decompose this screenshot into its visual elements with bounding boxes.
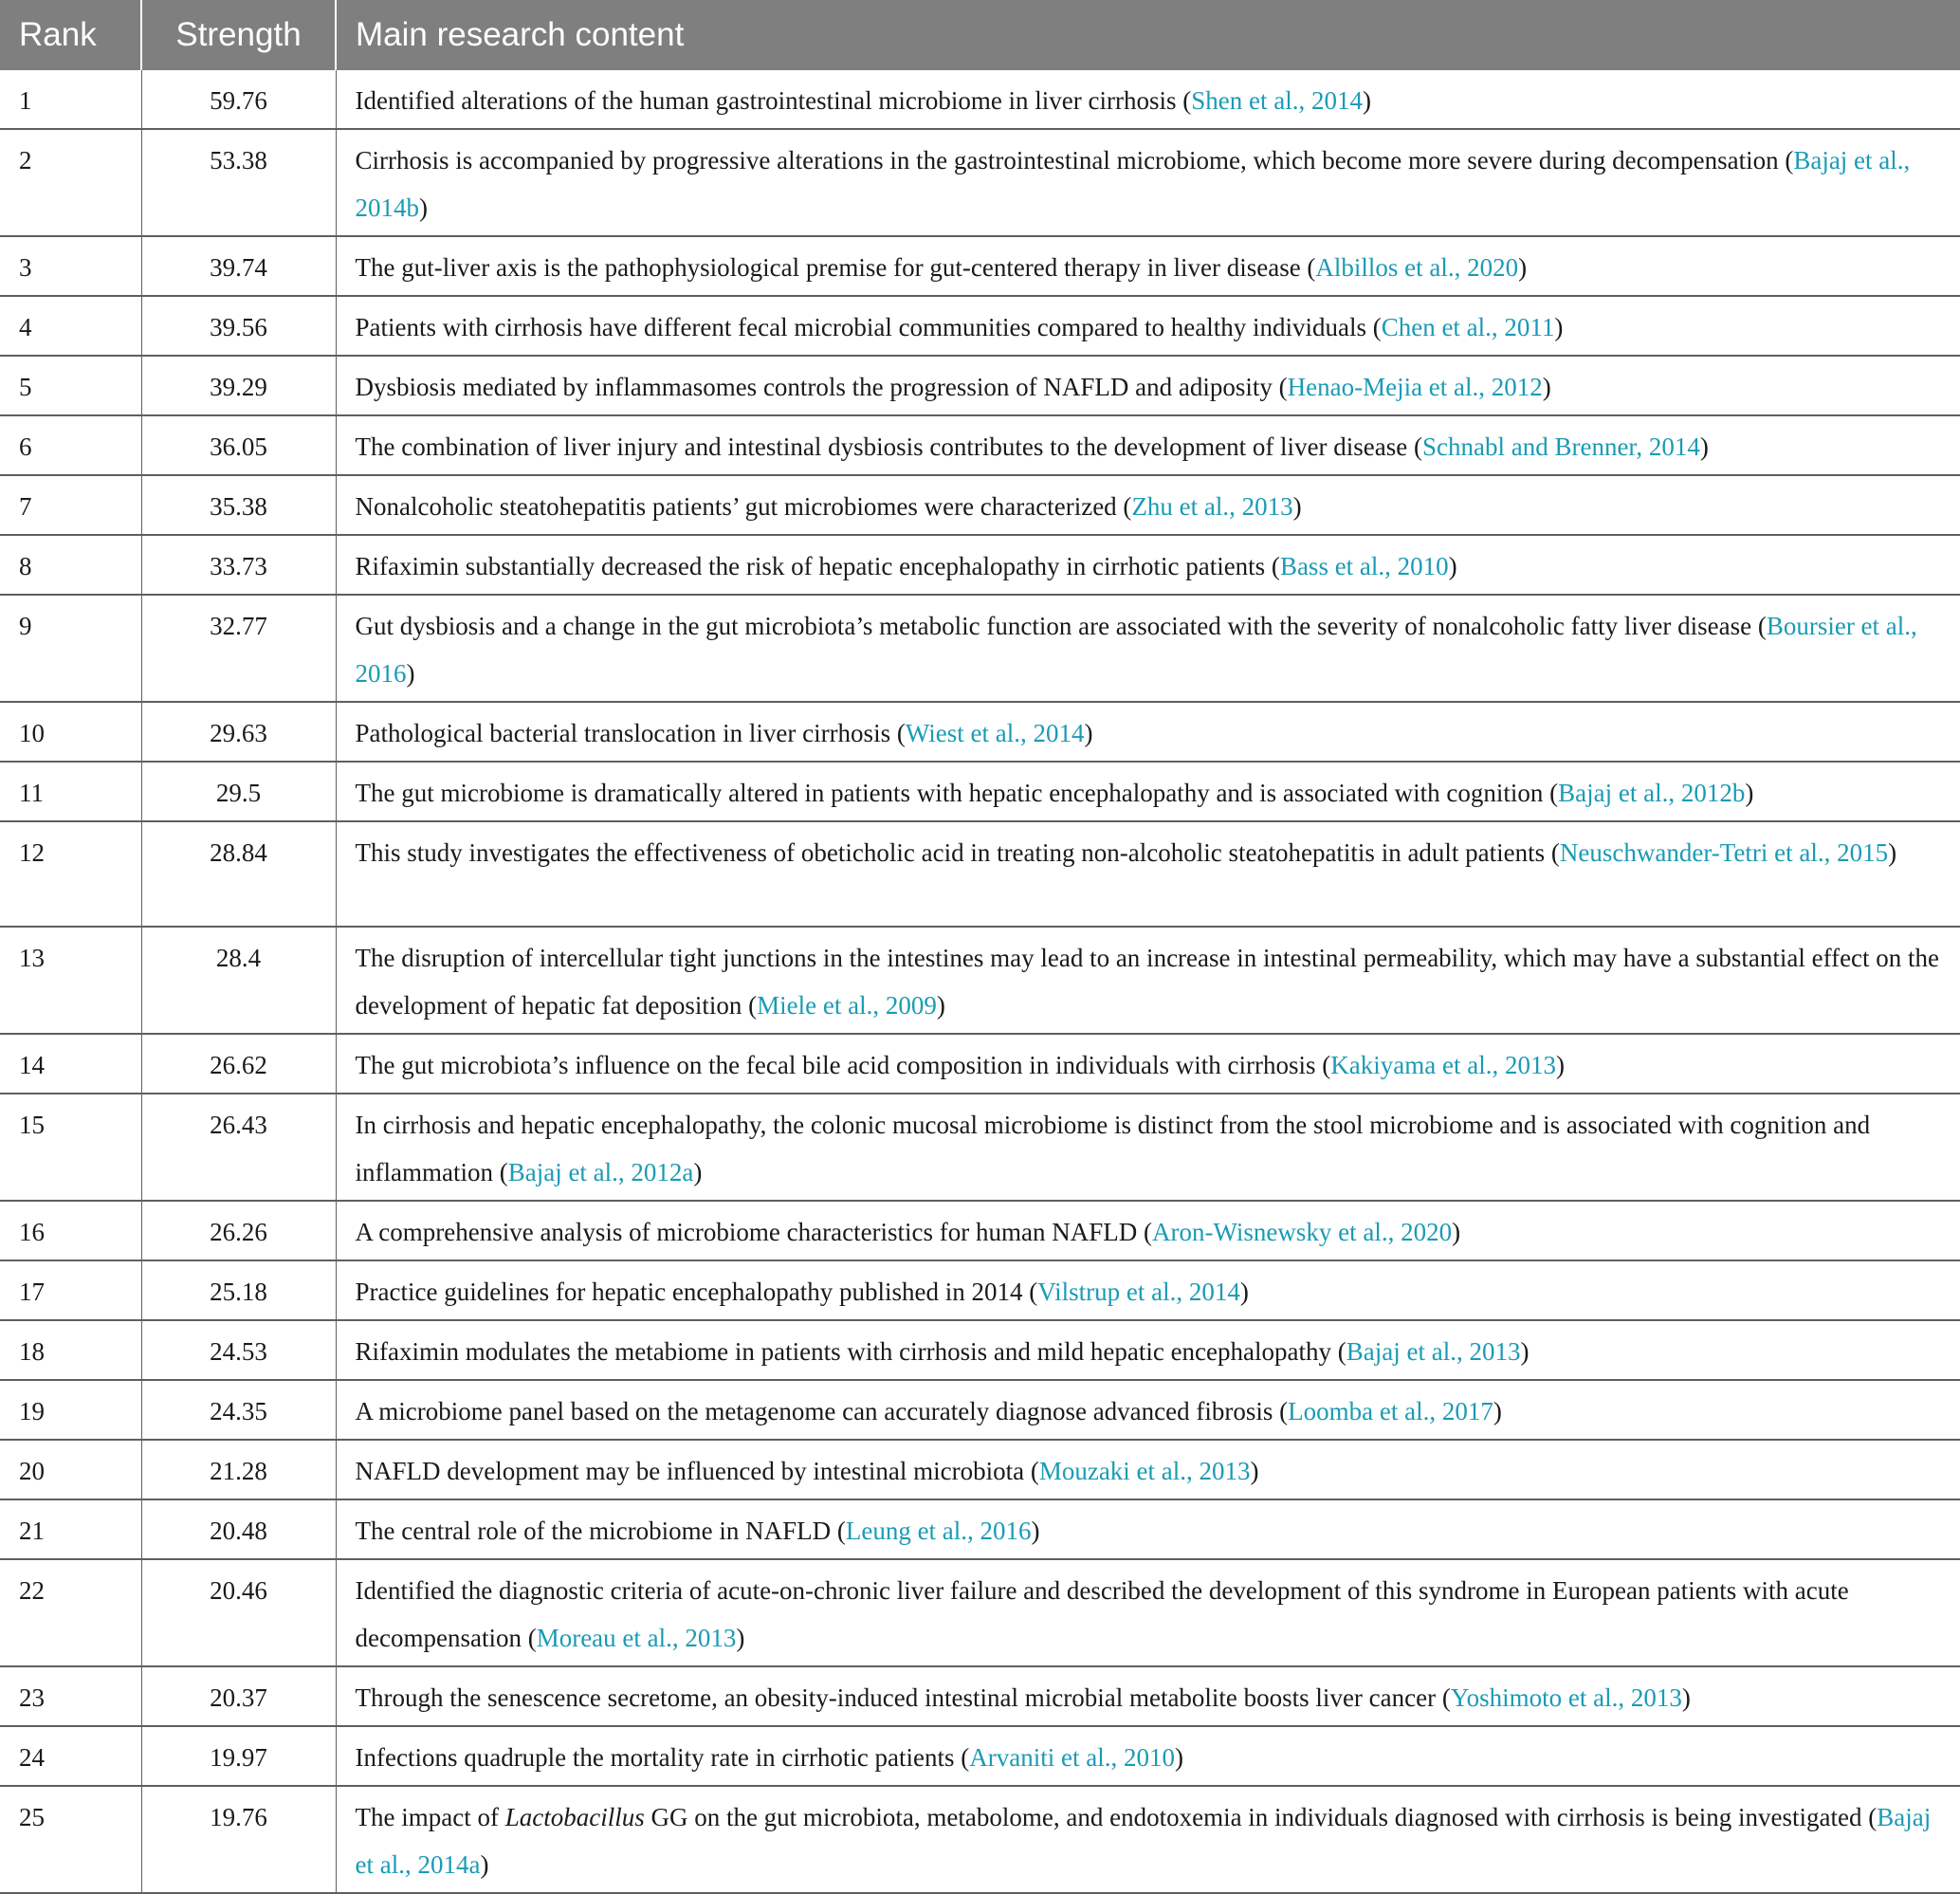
citation-link[interactable]: Boursier et al., 2016 xyxy=(355,612,1917,688)
content-tail: ) xyxy=(1239,1278,1249,1306)
content-text: Practice guidelines for hepatic encephalopathy published in 2014 ( xyxy=(355,1278,1038,1306)
citation-link[interactable]: Vilstrup et al., 2014 xyxy=(1037,1278,1240,1306)
content-cell xyxy=(336,236,1960,296)
table-row xyxy=(0,1034,1960,1094)
table-row xyxy=(0,1201,1960,1260)
strength-cell: 26.62 xyxy=(141,1034,336,1094)
rank-cell: 18 xyxy=(0,1320,141,1380)
rank-cell: 19 xyxy=(0,1380,141,1440)
content-tail: ) xyxy=(1452,1218,1461,1246)
content-text: The disruption of intercellular tight junctions in the intestines may lead to an increase in intestinal permeability, which may have a substantial effect on the development of hepatic fat deposition ( xyxy=(355,944,1940,1020)
table-row xyxy=(0,1094,1960,1201)
content-text: The gut-liver axis is the pathophysiological premise for gut-centered therapy in liver disease ( xyxy=(355,253,1316,282)
citation-link[interactable]: Bajaj et al., 2014b xyxy=(355,146,1911,222)
content-text: Through the senescence secretome, an obesity-induced intestinal microbial metabolite boosts liver cancer ( xyxy=(355,1683,1451,1712)
citation-link[interactable]: Bass et al., 2010 xyxy=(1279,552,1449,580)
content-text: Nonalcoholic steatohepatitis patients’ gut microbiomes were characterized ( xyxy=(355,492,1132,521)
content-cell xyxy=(336,475,1960,535)
content-cell xyxy=(336,1320,1960,1380)
table-row xyxy=(0,236,1960,296)
content-cell xyxy=(336,296,1960,356)
rank-cell: 5 xyxy=(0,356,141,415)
citation-link[interactable]: Albillos et al., 2020 xyxy=(1315,253,1519,282)
content-cell xyxy=(336,1440,1960,1499)
rank-cell: 1 xyxy=(0,70,141,129)
content-text: Gut dysbiosis and a change in the gut microbiota’s metabolic function are associated with the severity of nonalcoholic fatty liver disease ( xyxy=(355,612,1767,640)
table-row xyxy=(0,821,1960,927)
content-tail: ) xyxy=(419,193,428,222)
rank-cell: 17 xyxy=(0,1260,141,1320)
strength-cell: 20.37 xyxy=(141,1666,336,1726)
strength-cell: 59.76 xyxy=(141,70,336,129)
content-cell xyxy=(336,415,1960,475)
table-row xyxy=(0,702,1960,762)
content-cell xyxy=(336,1499,1960,1559)
citation-link[interactable]: Bajaj et al., 2012a xyxy=(507,1158,694,1186)
rank-cell: 14 xyxy=(0,1034,141,1094)
table-row xyxy=(0,1380,1960,1440)
strength-cell: 36.05 xyxy=(141,415,336,475)
rank-cell: 20 xyxy=(0,1440,141,1499)
rank-cell: 15 xyxy=(0,1094,141,1201)
header-strength: Strength xyxy=(141,0,336,70)
citation-link[interactable]: Shen et al., 2014 xyxy=(1191,86,1363,115)
citation-link[interactable]: Bajaj et al., 2013 xyxy=(1346,1337,1521,1366)
table-row xyxy=(0,1320,1960,1380)
citation-link[interactable]: Yoshimoto et al., 2013 xyxy=(1450,1683,1682,1712)
content-tail: ) xyxy=(693,1158,703,1186)
strength-cell: 39.29 xyxy=(141,356,336,415)
rank-cell: 4 xyxy=(0,296,141,356)
citation-link[interactable]: Arvaniti et al., 2010 xyxy=(969,1743,1175,1772)
citation-link[interactable]: Leung et al., 2016 xyxy=(845,1517,1032,1545)
citation-link[interactable]: Chen et al., 2011 xyxy=(1381,313,1555,341)
citation-link[interactable]: Schnabl and Brenner, 2014 xyxy=(1422,432,1700,461)
citation-link[interactable]: Moreau et al., 2013 xyxy=(536,1624,737,1652)
table-row xyxy=(0,1666,1960,1726)
citation-link[interactable]: Henao-Mejia et al., 2012 xyxy=(1287,373,1543,401)
citation-link[interactable]: Neuschwander-Tetri et al., 2015 xyxy=(1559,838,1889,867)
rank-cell: 2 xyxy=(0,129,141,236)
citation-link[interactable]: Zhu et al., 2013 xyxy=(1131,492,1293,521)
rank-cell: 12 xyxy=(0,821,141,927)
table-row xyxy=(0,129,1960,236)
content-tail: ) xyxy=(1292,492,1302,521)
citation-link[interactable]: Kakiyama et al., 2013 xyxy=(1330,1051,1556,1079)
content-tail: ) xyxy=(1745,779,1754,807)
rank-cell: 22 xyxy=(0,1559,141,1666)
content-tail: ) xyxy=(1363,86,1371,115)
content-cell xyxy=(336,1726,1960,1786)
content-text: Patients with cirrhosis have different fecal microbial communities compared to healthy individuals ( xyxy=(355,313,1382,341)
citation-link[interactable]: Loomba et al., 2017 xyxy=(1288,1397,1493,1425)
table-row xyxy=(0,927,1960,1034)
rank-cell: 8 xyxy=(0,535,141,595)
content-tail: ) xyxy=(1555,1051,1565,1079)
content-text: The gut microbiome is dramatically altered in patients with hepatic encephalopathy and is associated with cognition ( xyxy=(355,779,1559,807)
content-italic: Lactobacillus xyxy=(504,1803,645,1831)
strength-cell: 19.97 xyxy=(141,1726,336,1786)
rank-cell: 16 xyxy=(0,1201,141,1260)
content-tail: ) xyxy=(1518,253,1528,282)
table-row xyxy=(0,415,1960,475)
strength-cell: 24.35 xyxy=(141,1380,336,1440)
content-text: Rifaximin modulates the metabiome in patients with cirrhosis and mild hepatic encephalopathy ( xyxy=(355,1337,1346,1366)
strength-cell: 29.5 xyxy=(141,762,336,821)
citation-link[interactable]: Wiest et al., 2014 xyxy=(905,719,1085,747)
content-tail: ) xyxy=(1681,1683,1691,1712)
content-text: Identified the diagnostic criteria of acute-on-chronic liver failure and described the development of this syndrome in European patients with acute decompensation ( xyxy=(355,1576,1849,1652)
table-row xyxy=(0,1559,1960,1666)
table-row xyxy=(0,1499,1960,1559)
content-cell xyxy=(336,1666,1960,1726)
content-cell xyxy=(336,1260,1960,1320)
content-tail: ) xyxy=(1448,552,1457,580)
content-tail: ) xyxy=(1699,432,1709,461)
content-text: A microbiome panel based on the metagenome can accurately diagnose advanced fibrosis ( xyxy=(355,1397,1289,1425)
content-cell xyxy=(336,1201,1960,1260)
content-text: Cirrhosis is accompanied by progressive alterations in the gastrointestinal microbiome, which become more severe during decompensation ( xyxy=(355,146,1794,175)
content-text: Rifaximin substantially decreased the risk of hepatic encephalopathy in cirrhotic patients ( xyxy=(355,552,1280,580)
content-cell xyxy=(336,1094,1960,1201)
content-tail: ) xyxy=(1174,1743,1183,1772)
rank-cell: 25 xyxy=(0,1786,141,1893)
strength-cell: 33.73 xyxy=(141,535,336,595)
content-tail: ) xyxy=(736,1624,745,1652)
content-tail: ) xyxy=(406,659,415,688)
strength-cell: 20.48 xyxy=(141,1499,336,1559)
citation-link[interactable]: Bajaj et al., 2012b xyxy=(1558,779,1746,807)
content-text: A comprehensive analysis of microbiome characteristics for human NAFLD ( xyxy=(355,1218,1153,1246)
content-tail: ) xyxy=(1520,1337,1530,1366)
table-row xyxy=(0,762,1960,821)
content-text: The impact of xyxy=(355,1803,505,1831)
content-tail: ) xyxy=(936,991,945,1020)
table-header xyxy=(0,0,1960,70)
rank-cell: 7 xyxy=(0,475,141,535)
content-text: This study investigates the effectiveness of obeticholic acid in treating non-alcoholic steatohepatitis in adult patients ( xyxy=(355,838,1560,867)
content-text: Infections quadruple the mortality rate in cirrhotic patients ( xyxy=(355,1743,970,1772)
content-cell xyxy=(336,1034,1960,1094)
table-row xyxy=(0,70,1960,129)
table-row xyxy=(0,1440,1960,1499)
content-text: NAFLD development may be influenced by intestinal microbiota ( xyxy=(355,1457,1039,1485)
rank-cell: 13 xyxy=(0,927,141,1034)
table-row xyxy=(0,1786,1960,1893)
content-tail: ) xyxy=(1554,313,1564,341)
rank-cell: 3 xyxy=(0,236,141,296)
content-tail: ) xyxy=(1493,1397,1502,1425)
strength-cell: 39.56 xyxy=(141,296,336,356)
strength-cell: 24.53 xyxy=(141,1320,336,1380)
strength-cell: 20.46 xyxy=(141,1559,336,1666)
table-row xyxy=(0,595,1960,702)
content-cell xyxy=(336,1786,1960,1893)
strength-cell: 25.18 xyxy=(141,1260,336,1320)
content-tail: ) xyxy=(1031,1517,1040,1545)
strength-cell: 26.26 xyxy=(141,1201,336,1260)
citation-link[interactable]: Miele et al., 2009 xyxy=(757,991,937,1020)
content-tail: ) xyxy=(480,1850,489,1879)
rank-cell: 21 xyxy=(0,1499,141,1559)
content-text: The combination of liver injury and intestinal dysbiosis contributes to the development of liver disease ( xyxy=(355,432,1422,461)
strength-cell: 21.28 xyxy=(141,1440,336,1499)
content-cell xyxy=(336,702,1960,762)
header-rank: Rank xyxy=(0,0,141,70)
content-cell xyxy=(336,927,1960,1034)
content-text-2: GG on the gut microbiota, metabolome, and endotoxemia in individuals diagnosed with cirrhosis is being investigated ( xyxy=(644,1803,1878,1831)
content-text: In cirrhosis and hepatic encephalopathy, the colonic mucosal microbiome is distinct from the stool microbiome and is associated with cognition and inflammation ( xyxy=(355,1111,1871,1186)
table-row xyxy=(0,356,1960,415)
content-text: Identified alterations of the human gastrointestinal microbiome in liver cirrhosis ( xyxy=(355,86,1192,115)
rank-cell: 6 xyxy=(0,415,141,475)
table-row xyxy=(0,475,1960,535)
rank-cell: 23 xyxy=(0,1666,141,1726)
content-cell xyxy=(336,70,1960,129)
strength-cell: 19.76 xyxy=(141,1786,336,1893)
strength-cell: 35.38 xyxy=(141,475,336,535)
strength-cell: 26.43 xyxy=(141,1094,336,1201)
content-cell xyxy=(336,762,1960,821)
content-cell xyxy=(336,1380,1960,1440)
strength-cell: 28.4 xyxy=(141,927,336,1034)
strength-cell: 32.77 xyxy=(141,595,336,702)
table-row xyxy=(0,296,1960,356)
content-text: The central role of the microbiome in NAFLD ( xyxy=(355,1517,846,1545)
content-tail: ) xyxy=(1888,838,1897,867)
rank-cell: 10 xyxy=(0,702,141,762)
content-cell xyxy=(336,595,1960,702)
table-row xyxy=(0,1726,1960,1786)
strength-cell: 29.63 xyxy=(141,702,336,762)
content-text: The gut microbiota’s influence on the fecal bile acid composition in individuals with cirrhosis ( xyxy=(355,1051,1331,1079)
content-cell xyxy=(336,821,1960,927)
table-row xyxy=(0,1260,1960,1320)
content-tail: ) xyxy=(1542,373,1551,401)
table-body xyxy=(0,70,1960,1893)
rank-cell: 9 xyxy=(0,595,141,702)
strength-cell: 28.84 xyxy=(141,821,336,927)
content-text: Pathological bacterial translocation in liver cirrhosis ( xyxy=(355,719,906,747)
content-cell xyxy=(336,129,1960,236)
content-tail: ) xyxy=(1250,1457,1259,1485)
rank-cell: 24 xyxy=(0,1726,141,1786)
citation-link[interactable]: Mouzaki et al., 2013 xyxy=(1038,1457,1251,1485)
citation-link[interactable]: Aron-Wisnewsky et al., 2020 xyxy=(1152,1218,1453,1246)
strength-cell: 39.74 xyxy=(141,236,336,296)
header-main-content: Main research content xyxy=(336,0,1960,70)
citation-link[interactable]: Bajaj et al., 2014a xyxy=(355,1803,1932,1879)
content-cell xyxy=(336,356,1960,415)
table-row xyxy=(0,535,1960,595)
strength-cell: 53.38 xyxy=(141,129,336,236)
content-cell xyxy=(336,1559,1960,1666)
content-cell xyxy=(336,535,1960,595)
content-tail: ) xyxy=(1084,719,1093,747)
rank-cell: 11 xyxy=(0,762,141,821)
content-text: Dysbiosis mediated by inflammasomes controls the progression of NAFLD and adiposity ( xyxy=(355,373,1288,401)
